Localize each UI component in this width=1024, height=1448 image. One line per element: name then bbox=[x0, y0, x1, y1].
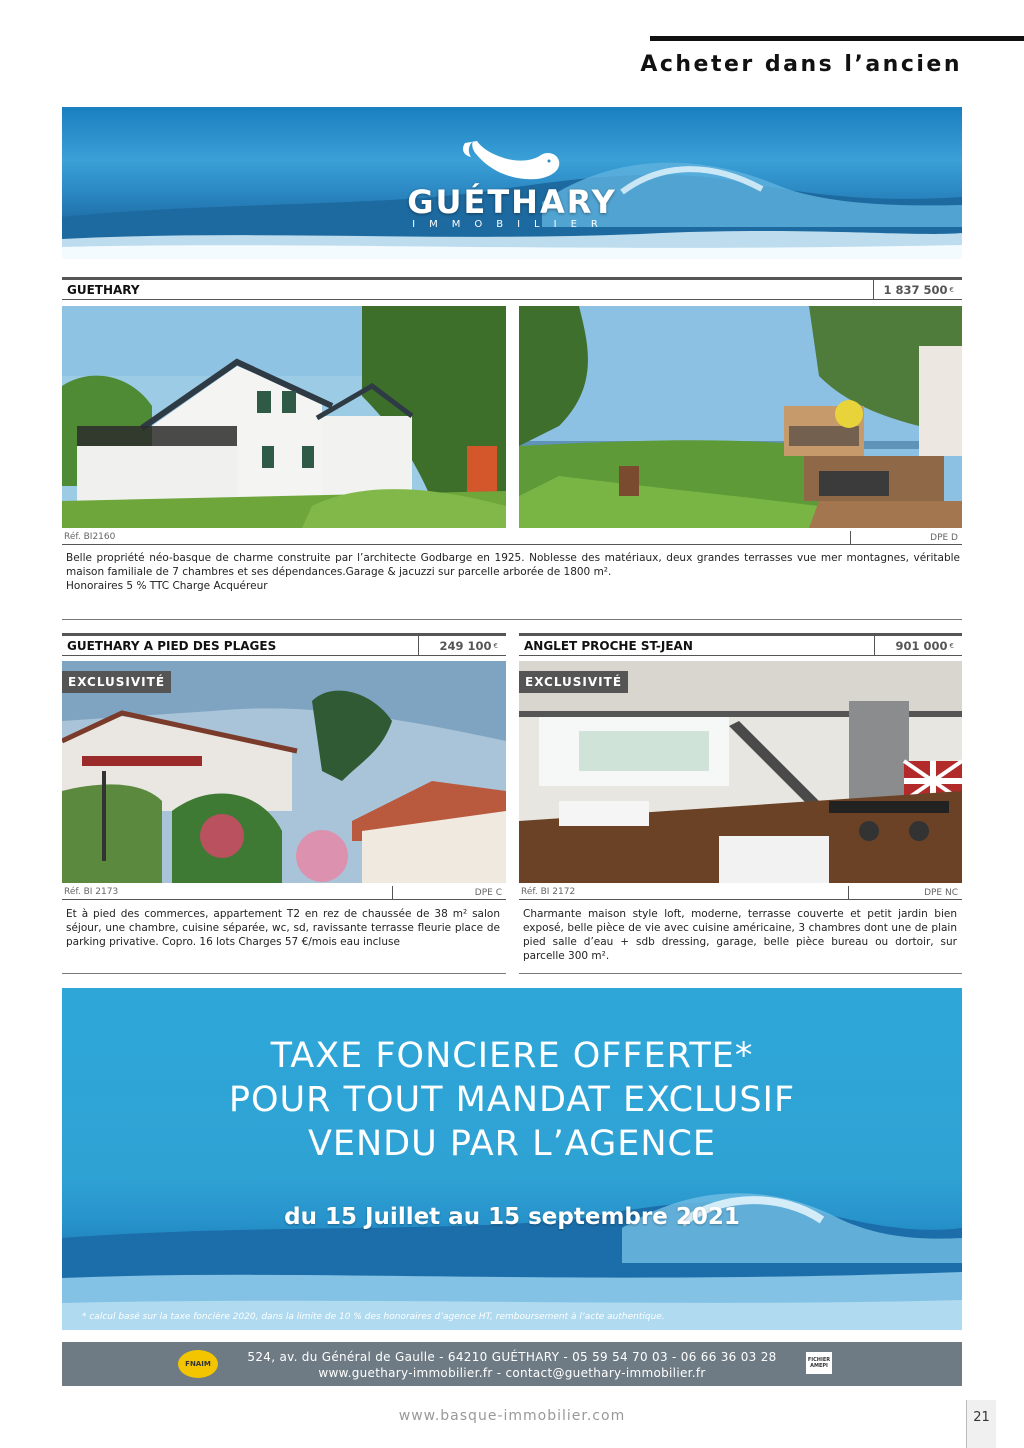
reference-line bbox=[62, 531, 962, 545]
listing-photo-loft-interior bbox=[519, 661, 962, 883]
contact-bar bbox=[62, 1342, 962, 1386]
listing-header bbox=[62, 633, 506, 656]
contact-address: 524, av. du Général de Gaulle - 64210 GUÉTHARY - 05 59 54 70 03 - 06 66 36 03 28 bbox=[247, 1350, 777, 1364]
dpe-rating: DPE NC bbox=[924, 888, 958, 898]
promo-headline-3: VENDU PAR L’AGENCE bbox=[307, 1124, 717, 1164]
listing-header bbox=[62, 277, 962, 300]
contact-web[interactable]: www.guethary-immobilier.fr - contact@guethary-immobilier.fr bbox=[318, 1366, 706, 1380]
price-box bbox=[873, 280, 963, 299]
listing-reference: Réf. BI2160 bbox=[64, 532, 116, 542]
listing-photo-residence bbox=[62, 661, 506, 883]
listing-location: GUETHARY bbox=[67, 283, 140, 297]
dpe-rating: DPE D bbox=[930, 533, 958, 543]
divider bbox=[62, 619, 962, 620]
currency-symbol: € bbox=[949, 285, 954, 294]
exclusivity-badge: EXCLUSIVITÉ bbox=[519, 671, 628, 693]
page-number: 21 bbox=[973, 1410, 990, 1425]
price-box bbox=[418, 636, 506, 655]
listing-photo-house-facade bbox=[62, 306, 506, 528]
listing-price: 249 100 bbox=[439, 638, 492, 653]
reference-line bbox=[62, 886, 506, 900]
listing-reference: Réf. BI 2172 bbox=[521, 887, 576, 897]
agency-logo bbox=[62, 137, 962, 230]
agency-tagline: IMMOBILIER bbox=[412, 219, 612, 230]
listing-location: GUETHARY A PIED DES PLAGES bbox=[67, 639, 277, 653]
currency-symbol: € bbox=[949, 641, 954, 650]
dpe-box bbox=[392, 886, 506, 900]
dpe-box bbox=[850, 531, 962, 545]
listing-description: Belle propriété néo-basque de charme construite par l’architecte Godbarge en 1925. Noblesse des matériaux, deux grandes terrasses vue mer montagnes, véritable maison familiale de 7 chambres et ses dépendances.Garage & jacuzzi sur parcelle arborée de 1800 m². bbox=[66, 552, 960, 578]
footer-website[interactable]: www.basque-immobilier.com bbox=[398, 1408, 626, 1424]
whale-icon bbox=[457, 137, 567, 189]
divider bbox=[62, 973, 506, 974]
promo-footnote: * calcul basé sur la taxe foncière 2020, dans la limite de 10 % des honoraires d’agence HT, remboursement à l’acte authentique. bbox=[82, 1312, 665, 1322]
promo-headline-2: POUR TOUT MANDAT EXCLUSIF bbox=[228, 1080, 796, 1120]
agency-name: GUÉTHARY bbox=[407, 183, 617, 221]
listing-price: 901 000 bbox=[895, 638, 948, 653]
promo-dates: du 15 Juillet au 15 septembre 2021 bbox=[284, 1204, 740, 1230]
fichier-amepi-logo: FICHIER AMEPI bbox=[806, 1352, 832, 1374]
listing-location: ANGLET PROCHE ST-JEAN bbox=[524, 639, 693, 653]
fnaim-logo: FNAIM bbox=[178, 1350, 218, 1378]
divider bbox=[519, 973, 962, 974]
header-rule bbox=[650, 36, 1024, 41]
listing-description: Et à pied des commerces, appartement T2 en rez de chaussée de 38 m² salon séjour, une chambre, cuisine séparée, wc, sd, ravissante terrasse fleurie place de parking privative. Copro. 16 lots Charges 57 €/mois eau incluse bbox=[66, 908, 500, 948]
reference-line bbox=[519, 886, 962, 900]
promo-banner bbox=[62, 988, 962, 1330]
listing-header bbox=[519, 633, 962, 656]
page-number-tab bbox=[966, 1400, 996, 1448]
dpe-rating: DPE C bbox=[474, 888, 502, 898]
listing-description: Charmante maison style loft, moderne, terrasse couverte et petit jardin bien exposé, belle pièce de vie avec cuisine américaine, 3 chambres dont une de plain pied salle d’eau + sdb dressing, garage, belle pièce bureau ou dortoir, sur parcelle 300 m². bbox=[523, 908, 957, 962]
section-title: Acheter dans l’ancien bbox=[640, 52, 962, 77]
listing-reference: Réf. BI 2173 bbox=[64, 887, 119, 897]
exclusivity-badge: EXCLUSIVITÉ bbox=[62, 671, 171, 693]
listing-price: 1 837 500 bbox=[883, 282, 948, 297]
price-box bbox=[874, 636, 962, 655]
promo-headline-1: TAXE FONCIERE OFFERTE* bbox=[270, 1036, 754, 1076]
listing-fees: Honoraires 5 % TTC Charge Acquéreur bbox=[66, 580, 268, 592]
dpe-box bbox=[848, 886, 962, 900]
currency-symbol: € bbox=[493, 641, 498, 650]
listing-photo-garden-terrace bbox=[519, 306, 962, 528]
agency-banner bbox=[62, 107, 962, 259]
